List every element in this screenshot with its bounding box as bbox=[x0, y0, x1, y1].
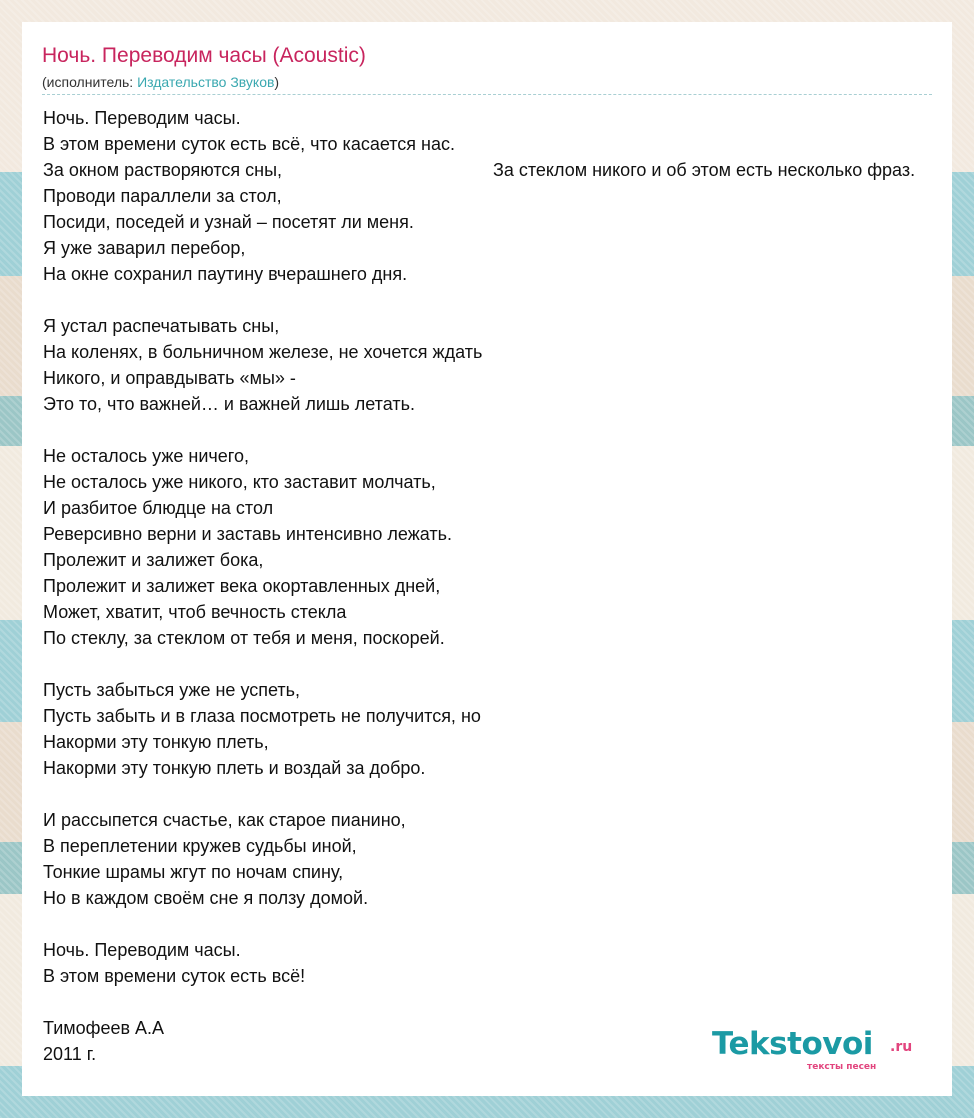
lyrics-aside-line: За стеклом никого и об этом есть несколько фраз. bbox=[493, 160, 916, 180]
lyric-line: И рассыпется счастье, как старое пианино, bbox=[43, 810, 406, 830]
lyric-line: Пусть забыть и в глаза посмотреть не получится, но bbox=[43, 706, 481, 726]
lyric-line: Но в каждом своём сне я ползу домой. bbox=[43, 888, 369, 908]
lyric-line: Может, хватит, чтоб вечность стекла bbox=[43, 602, 347, 622]
lyric-line: 2011 г. bbox=[43, 1044, 97, 1064]
lyric-line: Посиди, поседей и узнай – посетят ли меня. bbox=[43, 212, 414, 232]
song-title: Ночь. Переводим часы (Acoustic) bbox=[42, 44, 366, 67]
lyric-line: Накорми эту тонкую плеть, bbox=[43, 732, 269, 752]
artist-suffix: ) bbox=[274, 74, 280, 90]
lyric-line: В переплетении кружев судьбы иной, bbox=[43, 836, 357, 856]
lyric-line: Ночь. Переводим часы. bbox=[43, 108, 241, 128]
lyric-line: За окном растворяются сны, bbox=[43, 160, 283, 180]
lyric-line bbox=[43, 417, 482, 443]
lyric-line: Пролежит и залижет бока, bbox=[43, 550, 264, 570]
lyric-line: В этом времени суток есть всё, что касается нас. bbox=[43, 134, 456, 154]
lyric-line bbox=[43, 781, 482, 807]
lyric-line: В этом времени суток есть всё! bbox=[43, 966, 306, 986]
lyric-line: Я устал распечатывать сны, bbox=[43, 316, 280, 336]
lyric-line: Накорми эту тонкую плеть и воздай за добро. bbox=[43, 758, 426, 778]
lyric-line: Никого, и оправдывать «мы» - bbox=[43, 368, 296, 388]
lyric-line: Это то, что важней… и важней лишь летать. bbox=[43, 394, 415, 414]
lyric-line: Тимофеев А.А bbox=[43, 1018, 165, 1038]
lyric-line: Пусть забыться уже не успеть, bbox=[43, 680, 301, 700]
artist-prefix: (исполнитель: bbox=[42, 74, 138, 90]
logo-wordmark: Tekstovoi bbox=[712, 1026, 873, 1062]
lyric-line bbox=[43, 989, 482, 1015]
lyric-line: Проводи параллели за стол, bbox=[43, 186, 282, 206]
lyric-line: На коленях, в больничном железе, не хочется ждать bbox=[43, 342, 483, 362]
lyric-line: Не осталось уже ничего, bbox=[43, 446, 249, 466]
artist-link[interactable]: Издательство Звуков bbox=[137, 74, 275, 90]
lyrics-body bbox=[43, 105, 482, 1067]
lyric-line: Реверсивно верни и заставь интенсивно лежать. bbox=[43, 524, 453, 544]
lyric-line: Не осталось уже никого, кто заставит молчать, bbox=[43, 472, 436, 492]
title-divider bbox=[42, 94, 932, 95]
lyric-line: И разбитое блюдце на стол bbox=[43, 498, 274, 518]
lyric-line: На окне сохранил паутину вчерашнего дня. bbox=[43, 264, 408, 284]
lyric-line bbox=[43, 287, 482, 313]
lyric-line: Тонкие шрамы жгут по ночам спину, bbox=[43, 862, 344, 882]
lyric-line: По стеклу, за стеклом от тебя и меня, поскорей. bbox=[43, 628, 445, 648]
lyric-line bbox=[43, 911, 482, 937]
logo-tagline: тексты песен bbox=[807, 1062, 877, 1072]
site-logo[interactable] bbox=[712, 1026, 922, 1074]
logo-tld: .ru bbox=[890, 1039, 913, 1055]
lyrics-card bbox=[22, 22, 952, 1096]
lyric-line: Пролежит и залижет века окортавленных дней, bbox=[43, 576, 441, 596]
lyric-line bbox=[43, 651, 482, 677]
artist-line bbox=[42, 74, 279, 90]
lyric-line: Ночь. Переводим часы. bbox=[43, 940, 241, 960]
lyric-line: Я уже заварил перебор, bbox=[43, 238, 246, 258]
